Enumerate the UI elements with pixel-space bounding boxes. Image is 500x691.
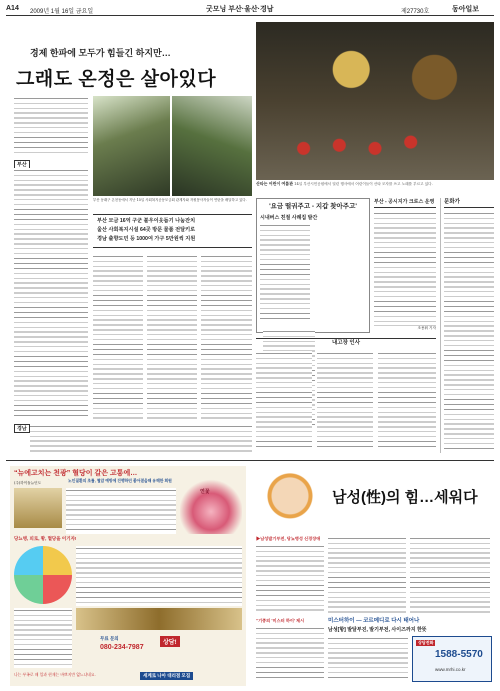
personnel-col3: [378, 351, 436, 451]
landprice-title: 부산 - 공시지가 크로스 운영: [374, 198, 436, 208]
ad-right-contact-box: [412, 636, 492, 682]
ad-right-headline: 남성(性)의 힘…세워다: [332, 489, 478, 506]
landprice-byline: 조용휘 기자: [417, 326, 436, 330]
lead-body-lower: [30, 424, 252, 454]
ad-left-sub: 노인질환의 초를, 혈압 예방에 진행하던 좋아졌을때 유해한 회원: [68, 479, 172, 483]
lead-summary-box: [93, 214, 252, 248]
culture-title: 문화가: [444, 198, 494, 208]
ad-right-list2: 미스터하이 — 코르메디로 다시 태어나: [328, 618, 420, 624]
ad-right-section2: “기종의 ‘미스터 하이’ 제시: [256, 618, 305, 623]
landprice-body: [374, 211, 436, 326]
lead-kicker: 경제 한파에 모두가 힘들긴 하지만…: [30, 48, 171, 58]
summary-line-busan: 부산 모금 16억 구군 불우이웃돕기 나눔잔치: [97, 218, 196, 224]
lead-body-col2: [93, 254, 143, 419]
ad-left-company: (주)하이돌뉴딘도: [14, 481, 42, 485]
landprice-article: [374, 198, 436, 333]
ad-right-cartoon: [254, 468, 326, 530]
personnel-title: 내고장 인사: [331, 340, 361, 346]
ad-left-phone-label: 무료 문의: [100, 636, 119, 641]
summary-line-gyeongnam: 경남 출향도민 등 1000여 가구 5만원씩 지원: [97, 236, 196, 242]
lead-photo-caption: 부산 동래구 온천동에서 지난 15일 사회복지공동모금회 관계자와 자원봉사자들이 연탄을 배달하고 있다.: [93, 198, 247, 202]
ad-left-notes: [14, 608, 72, 668]
ad-left-body-title: 당뇨병, 피로, 황, 혈당을 이기자!: [14, 536, 77, 541]
bus-story-title: '요금 떨궈주고 - 지갑 찾아주고': [269, 203, 357, 210]
page-number: A14: [6, 5, 19, 12]
issue-number: 제27730호: [401, 9, 430, 15]
ad-right-badge: 상담전화: [418, 640, 434, 645]
ad-right-website: www.mrhi.co.kr: [435, 667, 466, 672]
photo-right-children: [256, 22, 494, 180]
paper-name: 동아일보: [452, 6, 480, 13]
personnel-col1: [256, 351, 312, 451]
ad-left-phone: 080-234-7987: [100, 644, 144, 651]
issue-date: 2009년 1월 16일 금요일: [30, 9, 94, 15]
bus-story-subtitle: 시내버스 친절 사례집 발간: [260, 215, 318, 221]
ad-left-product-photo: [14, 488, 62, 528]
lead-intro: [14, 96, 88, 156]
lead-headline: 그래도 온정은 살아있다: [16, 69, 217, 90]
region-label-busan: 부산: [14, 160, 30, 169]
ad-left: [10, 466, 246, 686]
lead-body-col3: [147, 254, 197, 419]
ad-left-footer: 나는 부족로 때 입과 현재는 바쁘지만 없느냐네요.: [14, 672, 96, 677]
lead-photo-coal: [93, 96, 170, 196]
ad-right-body1: [256, 544, 324, 614]
culture-column: [440, 198, 494, 453]
ad-separator: [6, 460, 494, 461]
lead-body-col1: [14, 168, 88, 418]
summary-line-ulsan: 울산 사회복지시설 64곳 방문 물품 전달키로: [97, 227, 196, 233]
ad-left-flower-graphic: [180, 478, 242, 534]
ad-right-list3: 남성[항] 발달부진, 발기부전, 사이즈까지 한뜻: [328, 627, 427, 633]
bus-story-col1: [260, 223, 310, 323]
ad-left-slogan: 세계로 나아 대리점 모집: [140, 672, 193, 680]
ad-right: [252, 466, 494, 686]
bus-story-box: [256, 198, 370, 333]
lead-body-col4: [201, 254, 252, 419]
lead-photo-workers: [172, 96, 252, 196]
ad-left-chart: [14, 546, 72, 604]
ad-left-badge: 상담!: [160, 636, 180, 647]
region-label-gyeongnam: 경남: [14, 424, 30, 433]
ad-left-body: [66, 488, 176, 534]
photo-right-caption-text: 14일 부산시민공원에서 열린 행사에서 어린이들이 산타 모자를 쓰고 노래를 부르고 있다.: [294, 182, 433, 186]
ad-left-product-row: [76, 608, 242, 630]
ad-right-body3: [410, 536, 490, 614]
ad-left-headline: “뉴에고치는 천광” 혈당이 갈은 고통에…: [14, 470, 138, 477]
ad-left-flower-label: 연꽃: [200, 489, 210, 495]
ad-right-body5: [328, 636, 408, 682]
personnel-col2: [317, 351, 373, 451]
photo-right-caption: [256, 182, 494, 194]
culture-listings: [444, 211, 494, 451]
ad-left-testimonials: [76, 546, 242, 606]
ad-right-body4: [256, 626, 324, 682]
page-header: [6, 2, 494, 16]
personnel-section: [256, 338, 436, 453]
ad-right-list1: ▶남성발기부전, 당뇨병성 신경장애: [256, 536, 321, 541]
ad-right-body2: [328, 536, 406, 614]
section-logo: 굿모닝 부산·울산·경남: [206, 6, 274, 13]
ad-right-phone: 1588-5570: [435, 649, 483, 660]
photo-right-caption-title: 산타는 어린이 여름관: [256, 181, 293, 186]
